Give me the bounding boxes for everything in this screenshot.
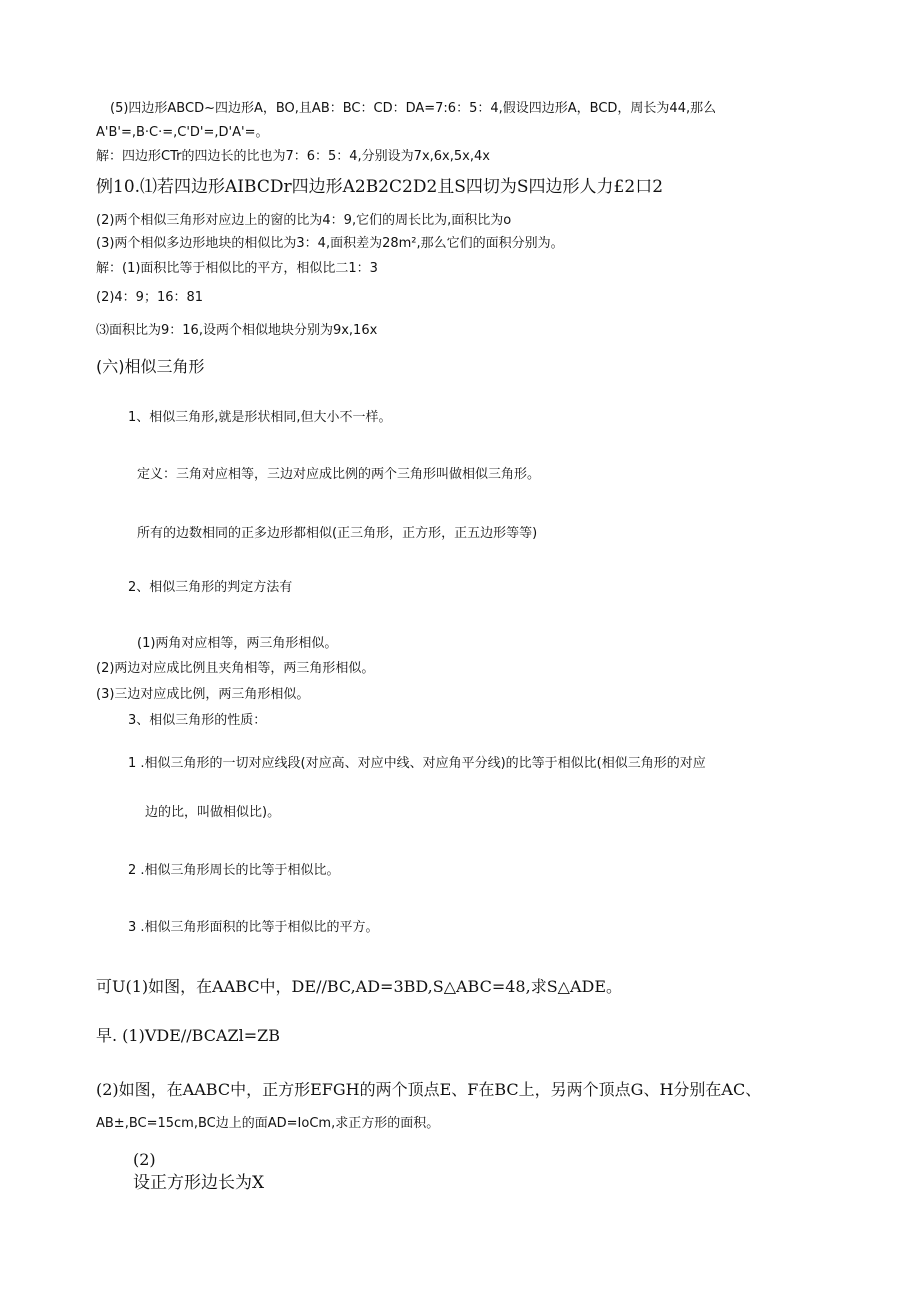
text-line: (2)如图，在AABC中，正方形EFGH的两个顶点E、F在BC上，另两个顶点G、H分别在AC、	[96, 1080, 762, 1099]
text-line: AB±,BC=15cm,BC边上的面AD=IoCm,求正方形的面积。	[96, 1116, 440, 1131]
text-line: 1 .相似三角形的一切对应线段(对应高、对应中线、对应角平分线)的比等于相似比(相似三角形的对应	[128, 756, 706, 771]
text-line: (5)四边形ABCD~四边形A，BO,且AB：BC：CD：DA=7:6：5：4,假设四边形A，BCD，周长为44,那么	[110, 101, 717, 116]
text-line: 3、相似三角形的性质：	[128, 713, 267, 728]
text-line: 2 .相似三角形周长的比等于相似比。	[128, 863, 340, 878]
section-title: (六)相似三角形	[96, 357, 205, 376]
text-line: (2)	[133, 1150, 156, 1169]
example-heading: 例10.⑴若四边形AIBCDr四边形A2B2C2D2且S四切为S四边形人力£2口2	[96, 177, 664, 197]
text-line: 定义：三角对应相等，三边对应成比例的两个三角形叫做相似三角形。	[137, 467, 541, 482]
text-line: 解：四边形CTr的四边长的比也为7：6：5：4,分别设为7x,6x,5x,4x	[96, 149, 490, 164]
text-line: 解：(1)面积比等于相似比的平方，相似比二1：3	[96, 261, 378, 276]
example-heading: 可U(1)如图，在AABC中，DE/∕BC,AD=3BD,S△ABC=48,求S△ADE。	[96, 977, 623, 996]
text-line: A'B'=,B·C·=,C'D'=,D'A'=。	[96, 125, 269, 140]
text-line: (1)两角对应相等，两三角形相似。	[137, 636, 338, 651]
text-line: 早. (1)VDE//BCAZl=ZB	[96, 1026, 281, 1045]
text-line: (2)两边对应成比例且夹角相等，两三角形相似。	[96, 661, 375, 676]
text-line: (3)三边对应成比例，两三角形相似。	[96, 687, 310, 702]
text-line: (2)4：9；16：81	[96, 290, 204, 305]
text-line: 2、相似三角形的判定方法有	[128, 580, 293, 595]
text-line: 所有的边数相同的正多边形都相似(正三角形，正方形，正五边形等等)	[137, 526, 538, 541]
text-line: 边的比，叫做相似比)。	[145, 805, 281, 820]
text-line: 1、相似三角形,就是形状相同,但大小不一样。	[128, 410, 392, 425]
text-line: 设正方形边长为X	[133, 1173, 265, 1193]
text-line: 3 .相似三角形面积的比等于相似比的平方。	[128, 920, 379, 935]
text-line: (3)两个相似多边形地块的相似比为3：4,面积差为28m²,那么它们的面积分别为。	[96, 236, 564, 251]
text-line: (2)两个相似三角形对应边上的窗的比为4：9,它们的周长比为,面积比为o	[96, 213, 512, 228]
text-line: ⑶面积比为9：16,设两个相似地块分别为9x,16x	[96, 323, 378, 338]
